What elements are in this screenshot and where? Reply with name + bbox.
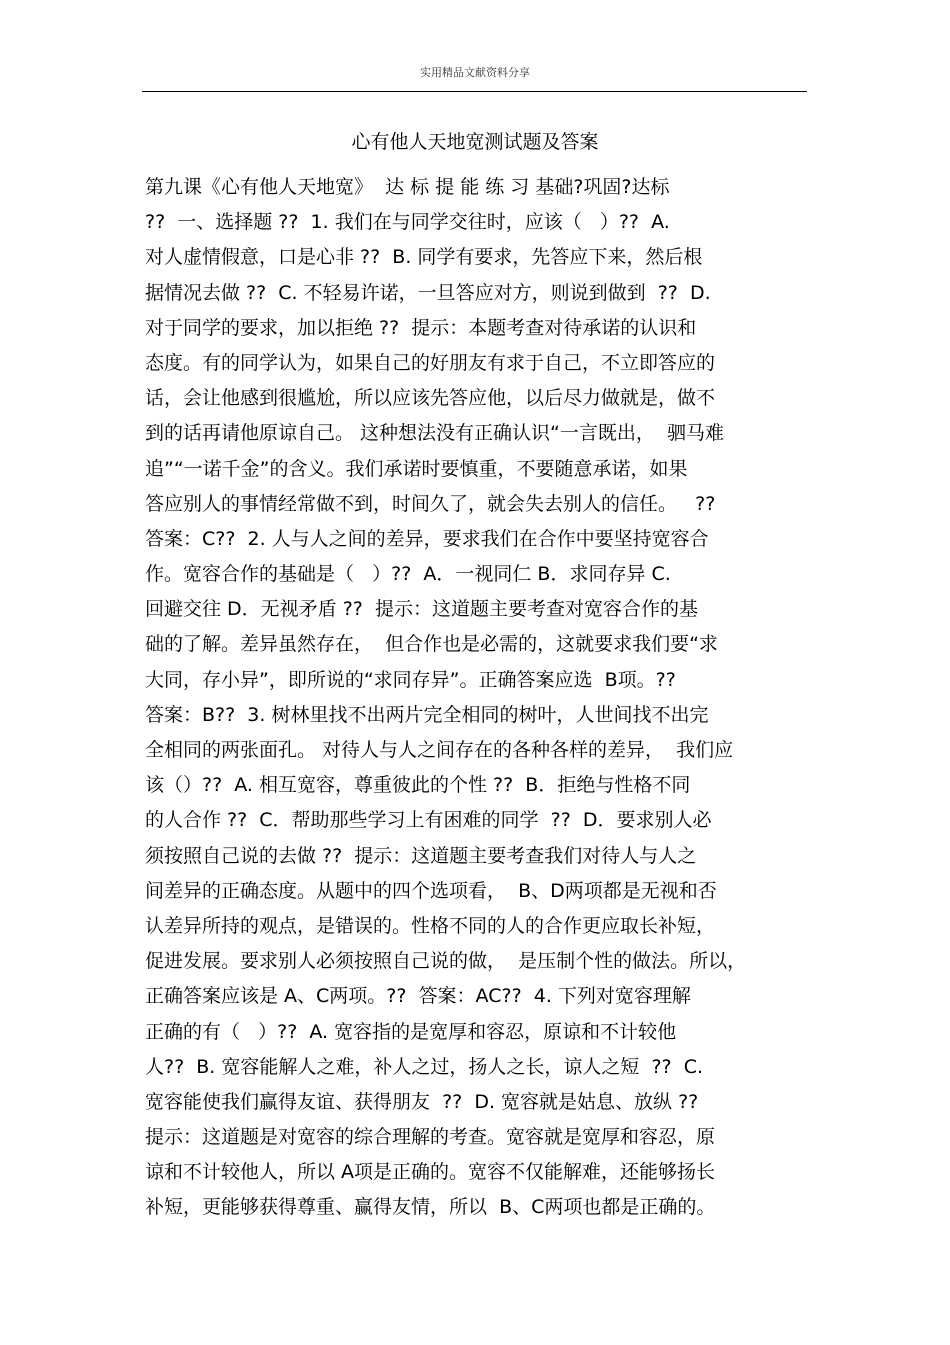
text-line: 话，会让他感到很尴尬，所以应该先答应他，以后尽力做就是，做不 [145, 387, 716, 410]
text-line: 答应别人的事情经常做不到，时间久了，就会失去别人的信任。 ?? [145, 492, 716, 515]
text-line: 全相同的两张面孔。 对待人与人之间存在的各种各样的差异， 我们应 [145, 739, 734, 761]
text-line: 人?? B. 宽容能解人之难，补人之过，扬人之长，谅人之短 ?? C. [145, 1055, 703, 1078]
text-line: 大同，存小异”，即所说的“求同存异”。正确答案应选 B项。?? [145, 668, 676, 691]
text-line: ?? 一、选择题 ?? 1. 我们在与同学交往时，应该（ ）?? A. [145, 211, 670, 234]
text-line: 作。宽容合作的基础是（ ）?? A．一视同仁 B．求同存异 C. [145, 563, 671, 586]
text-line: 对于同学的要求，加以拒绝 ?? 提示：本题考查对待承诺的认识和 [145, 316, 697, 339]
text-line: 该（）?? A. 相互宽容，尊重彼此的个性 ?? B．拒绝与性格不同 [145, 774, 691, 797]
document-title: 心有他人天地宽测试题及答案 [351, 131, 599, 153]
text-line: 补短，更能够获得尊重、赢得友情，所以 B、C两项也都是正确的。 [145, 1196, 716, 1219]
text-line: 正确的有（ ）?? A. 宽容指的是宽厚和容忍，原谅和不计较他 [145, 1020, 677, 1043]
text-line: 正确答案应该是 A、C两项。?? 答案：AC?? 4. 下列对宽容理解 [145, 985, 691, 1008]
text-line: 据情况去做 ?? C. 不轻易许诺，一旦答应对方，则说到做到 ?? D. [145, 281, 711, 304]
text-line: 态度。有的同学认为，如果自己的好朋友有求于自己，不立即答应的 [145, 351, 716, 374]
text-line: 对人虚情假意，口是心非 ?? B. 同学有要求，先答应下来，然后根 [145, 246, 703, 269]
text-line: 认差异所持的观点，是错误的。性格不同的人的合作更应取长补短， [145, 914, 716, 937]
text-line: 间差异的正确态度。从题中的四个选项看， B、D两项都是无视和否 [145, 879, 717, 902]
text-line: 答案：C?? 2. 人与人之间的差异，要求我们在合作中要坚持宽容合 [145, 527, 709, 550]
text-line: 促进发展。要求别人必须按照自己说的做， 是压制个性的做法。所以， [145, 950, 747, 973]
text-line: 须按照自己说的去做 ?? 提示：这道题主要考查我们对待人与人之 [145, 844, 697, 867]
body-text [145, 170, 810, 1226]
text-line: 追”“一诺千金”的含义。我们承诺时要慎重，不要随意承诺，如果 [145, 457, 688, 480]
page-header: 实用精品文献资料分享 [420, 66, 530, 79]
text-line: 宽容能使我们赢得友谊、获得朋友 ?? D. 宽容就是姑息、放纵 ?? [145, 1090, 699, 1113]
text-line: 谅和不计较他人，所以 A项是正确的。宽容不仅能解难，还能够扬长 [145, 1161, 716, 1184]
text-line: 到的话再请他原谅自己。 这种想法没有正确认识“一言既出， 驷马难 [145, 422, 724, 445]
text-line: 的人合作 ?? C．帮助那些学习上有困难的同学 ?? D．要求别人必 [145, 809, 712, 832]
header-divider [142, 91, 807, 92]
text-line: 础的了解。差异虽然存在， 但合作也是必需的，这就要求我们要“求 [145, 633, 718, 656]
text-line: 第九课《心有他人天地宽》 达 标 提 能 练 习 基础?巩固?达标 [145, 176, 670, 198]
text-line: 答案：B?? 3. 树林里找不出两片完全相同的树叶，人世间找不出完 [145, 703, 709, 726]
text-line: 提示：这道题是对宽容的综合理解的考查。宽容就是宽厚和容忍，原 [145, 1126, 716, 1149]
text-line: 回避交往 D．无视矛盾 ?? 提示：这道题主要考查对宽容合作的基 [145, 598, 698, 621]
